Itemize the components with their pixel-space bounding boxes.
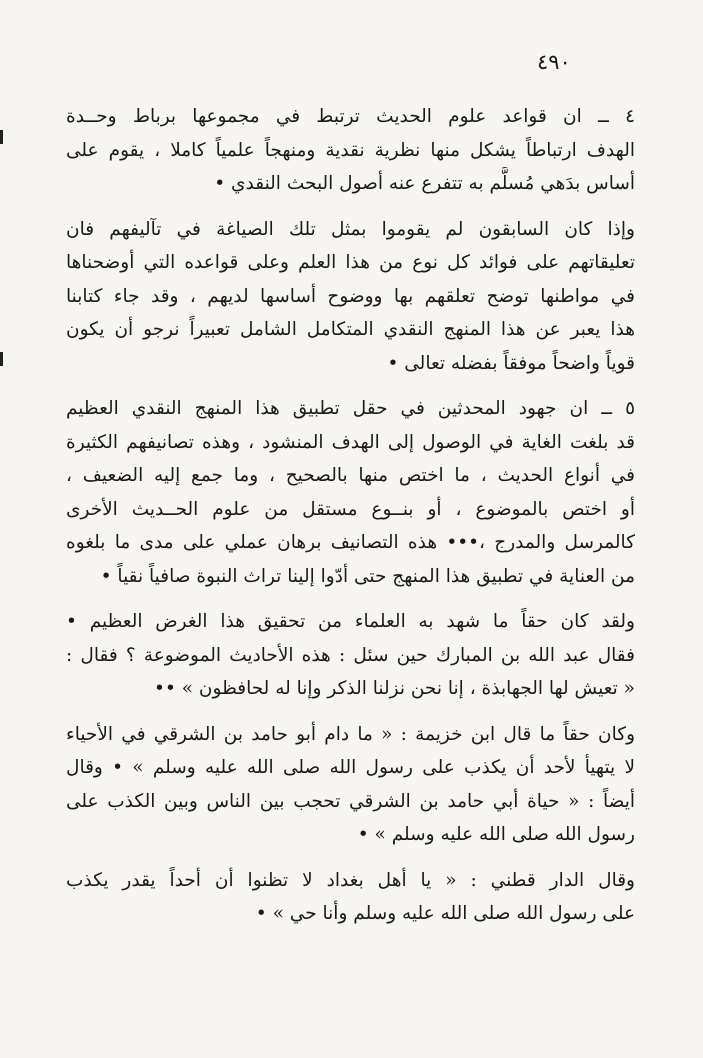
paragraph-daraqutni bbox=[66, 864, 635, 931]
paragraph-ibn-khuzayma bbox=[66, 718, 635, 852]
paragraph-ibn-al-mubarak bbox=[66, 605, 635, 706]
text-line: ٥ ــ ان جهود المحدثين في حقل تطبيق هذا المنهج النقدي العظيم bbox=[66, 398, 635, 419]
text-line: فقال عبد الله بن المبارك حين سئل : هذه الأحاديث الموضوعة ؟ فقال : bbox=[66, 644, 635, 666]
text-line: هذا يعبر عن هذا المنهج النقدي المتكامل الشامل تعبيراً نرجو أن يكون bbox=[66, 319, 635, 340]
text-line: « تعيش لها الجهابذة ، إنا نحن نزلنا الذكر وإنا له لحافظون » •• bbox=[154, 678, 635, 699]
text-line: وكان حقاً ما قال ابن خزيمة : « ما دام أبو حامد بن الشرقي في الأحياء bbox=[66, 723, 635, 745]
text-line: كالمرسل والمدرج ،••• هذه التصانيف برهان عملي على مدى ما بلغوه bbox=[66, 532, 635, 553]
text-line: أو اختص بالموضوع ، أو بنــوع مستقل من علوم الحــديث الأخرى bbox=[66, 498, 635, 520]
text-line: قد بلغت الغاية في الوصول إلى الهدف المنشود ، وهذه تصانيفهم الكثيرة bbox=[66, 431, 635, 453]
text-line: لا يتهيأ لأحد أن يكذب على رسول الله صلى الله عليه وسلم » • وقال bbox=[66, 757, 635, 778]
body-text bbox=[66, 100, 635, 931]
paragraph-predecessors bbox=[66, 213, 635, 381]
text-line: في أنواع الحديث ، ما اختص منها بالصحيح ، وما جمع إليه الضعيف ، bbox=[66, 465, 635, 486]
text-line: على رسول الله صلى الله عليه وسلم وأنا حي » • bbox=[255, 903, 635, 924]
text-line: ٤ ــ ان قواعد علوم الحديث ترتبط في مجموعها برباط وحــدة bbox=[66, 106, 635, 127]
text-line: قوياً واضحاً موفقاً بفضله تعالى • bbox=[387, 352, 635, 374]
margin-mark bbox=[0, 352, 3, 366]
text-line: من العناية في تطبيق هذا المنهج حتى أدّوا إلينا تراث النبوة صافياً نقياً • bbox=[100, 565, 635, 587]
paragraph-point-4 bbox=[66, 100, 635, 201]
margin-mark bbox=[0, 130, 3, 144]
text-line: وقال الدار قطني : « يا أهل بغداد لا تظنوا أن أحداً يقدر يكذب bbox=[66, 869, 635, 891]
text-line: الهدف ارتباطاً يشكل منها نظرية نقدية ومنهجاً علمياً كاملا ، يقوم على bbox=[66, 139, 635, 161]
text-line: تعليقاتهم على فوائد كل نوع من هذا العلم وعلى قواعده التي أوضحناها bbox=[66, 252, 635, 273]
text-line: أساس بدَهي مُسلَّم به تتفرع عنه أصول البحث النقدي • bbox=[214, 173, 635, 194]
text-line: وإذا كان السابقون لم يقوموا بمثل تلك الصياغة في تآليفهم فان bbox=[66, 218, 635, 240]
text-line: أيضاً : « حياة أبي حامد بن الشرقي تحجب بين الناس وبين الكذب على bbox=[66, 790, 635, 812]
text-line: في مواطنها توضح تعلقهم بها ووضوح أساسها لديهم ، وقد جاء كتابنا bbox=[66, 285, 635, 307]
text-line: ولقد كان حقاً ما شهد به العلماء من تحقيق هذا الغرض العظيم • bbox=[66, 611, 635, 632]
paragraph-point-5 bbox=[66, 392, 635, 593]
page-number: ٤٩٠ bbox=[537, 50, 571, 74]
text-line: رسول الله صلى الله عليه وسلم » • bbox=[357, 824, 635, 845]
